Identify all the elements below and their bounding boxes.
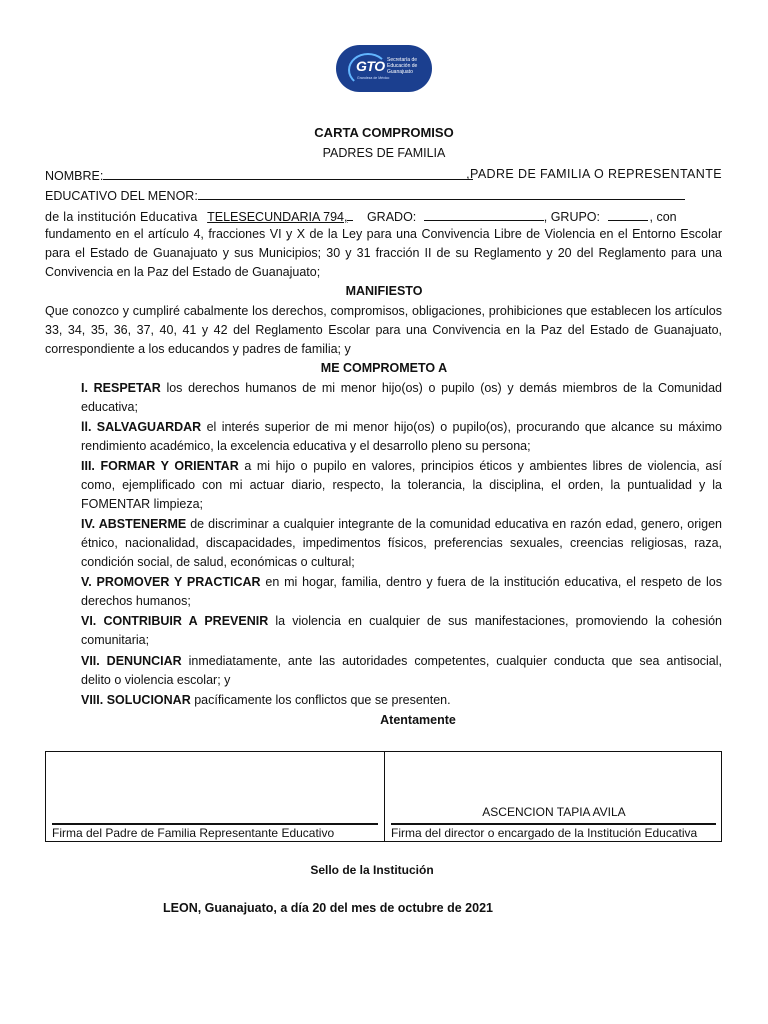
padre-label: ,PADRE DE FAMILIA O REPRESENTANTE — [466, 167, 722, 181]
compromiso-7-line-2: delito o violencia escolar; y — [81, 673, 231, 687]
compromiso-7-line-1 — [81, 654, 722, 668]
sello-label: Sello de la Institución — [310, 863, 434, 877]
grado-blank — [424, 208, 544, 221]
compromiso-3-line-3: FOMENTAR limpieza; — [81, 497, 204, 511]
grupo-blank — [608, 208, 648, 221]
compromiso-3-line-1 — [81, 459, 722, 473]
director-name: ASCENCION TAPIA AVILA — [482, 805, 626, 819]
educativo-label: EDUCATIVO DEL MENOR: — [45, 189, 198, 203]
signature-line-padre — [52, 823, 378, 825]
compromiso-2-bold: ll. SALVAGUARDAR — [81, 420, 202, 434]
compromiso-7-text: inmediatamente, ante las autoridades competentes, cualquier conducta que sea antisocial, — [181, 654, 723, 668]
gto-logo — [336, 45, 432, 92]
nombre-line — [45, 167, 722, 183]
educativo-line — [45, 187, 722, 203]
compromiso-5-line-1 — [81, 575, 722, 589]
compromiso-4-line-2: étnico, nacionalidad, discapacidades, impedimentos físicos, preferencias sexuales, creencias religiosas, raza, — [81, 536, 722, 550]
compromiso-1-line-1 — [81, 381, 722, 395]
compromiso-3-line-2: como, ejemplificado con mi actuar diario, respecto, la tolerancia, la disciplina, el orden, la puntualidad y la — [81, 478, 722, 492]
compromiso-4-bold: IV. ABSTENERME — [81, 517, 187, 531]
institucion-line — [45, 208, 722, 224]
compromiso-2-line-1 — [81, 420, 722, 434]
compromiso-8-line-1 — [81, 693, 722, 707]
signature-divider — [384, 752, 385, 841]
compromiso-6-bold: VI. CONTRIBUIR A PREVENIR — [81, 614, 269, 628]
fundamento-line-3: Convivencia en la Paz del Estado de Guanajuato; — [45, 265, 321, 279]
con-text: , con — [649, 210, 677, 224]
signature-table — [45, 751, 722, 842]
manifiesto-line-3: correspondiente a los educandos y padres de familia; y — [45, 342, 351, 356]
lugar-fecha: LEON, Guanajuato, a día 20 del mes de octubre de 2021 — [163, 901, 493, 915]
document-title: CARTA COMPROMISO — [314, 125, 454, 140]
manifiesto-heading: MANIFIESTO — [345, 284, 423, 298]
firma-padre-label: Firma del Padre de Familia Representante Educativo — [52, 826, 335, 840]
compromiso-6-text: la violencia en cualquier de sus manifestaciones, promoviendo la cohesión — [268, 614, 722, 628]
compromiso-4-text: de discriminar a cualquier integrante de la comunidad educativa en razón edad, genero, origen — [186, 517, 722, 531]
fundamento-line-1: fundamento en el artículo 4, fracciones VI y X de la Ley para una Convivencia Libre de Violencia en el Entorno Escolar — [45, 227, 722, 241]
logo-small-text: Grandeza de México — [357, 76, 390, 80]
compromiso-2-text: el interés superior de mi menor hijo(os) o pupilo(os), procurando que alcance su máximo — [201, 420, 722, 434]
educativo-blank — [198, 187, 685, 200]
atentamente-label: Atentamente — [380, 713, 456, 727]
nombre-label: NOMBRE: — [45, 169, 104, 183]
logo-side-text: Secretaría de Educación de Guanajuato — [387, 57, 418, 75]
institucion-blank — [347, 208, 353, 221]
grupo-label: , GRUPO: — [543, 210, 601, 224]
compromiso-6-line-2: comunitaria; — [81, 633, 150, 647]
compromiso-1-bold: I. RESPETAR — [81, 381, 161, 395]
compromiso-3-bold: III. FORMAR Y ORIENTAR — [81, 459, 239, 473]
compromiso-5-text: en mi hogar, familia, dentro y fuera de la institución educativa, el respeto de los — [260, 575, 722, 589]
compromiso-2-line-2: rendimiento académico, la excelencia educativa y el desarrollo pleno su persona; — [81, 439, 531, 453]
compromiso-8-text: pacíficamente los conflictos que se presenten. — [190, 693, 451, 707]
compromiso-4-line-1 — [81, 517, 722, 531]
manifiesto-line-1: Que conozco y cumpliré cabalmente los derechos, compromisos, obligaciones, prohibiciones que establecen los artículos — [45, 304, 722, 318]
manifiesto-line-2: 33, 34, 35, 36, 37, 40, 41 y 42 del Reglamento Escolar para una Convivencia en la Paz del Estado de Guanajuato, — [45, 323, 722, 337]
compromiso-5-line-2: derechos humanos; — [81, 594, 191, 608]
compromiso-6-line-1 — [81, 614, 722, 628]
compromiso-3-text: a mi hijo o pupilo en valores, principios éticos y ambientes libres de violencia, así — [238, 459, 722, 473]
nombre-blank — [103, 167, 473, 180]
compromiso-8-bold: VIII. SOLUCIONAR — [81, 693, 191, 707]
compromiso-4-line-3: condición social, de salud, económicas o cultural; — [81, 555, 355, 569]
institucion-prefix: de la institución Educativa — [45, 210, 198, 224]
fundamento-line-2: para el Estado de Guanajuato y sus Municipios; 30 y 31 fracción II de su Reglamento y 20 del Reglamento para una — [45, 246, 722, 260]
firma-director-label: Firma del director o encargado de la Institución Educativa — [391, 826, 698, 840]
compromiso-5-bold: V. PROMOVER Y PRACTICAR — [81, 575, 261, 589]
logo-main-text: GTO — [356, 58, 385, 74]
institucion-value: TELESECUNDARIA 794, — [207, 210, 348, 224]
compromiso-1-text: los derechos humanos de mi menor hijo(os) o pupilo (os) y demás miembros de la Comunidad — [160, 381, 722, 395]
compromiso-1-line-2: educativa; — [81, 400, 138, 414]
compromiso-7-bold: VII. DENUNCIAR — [81, 654, 182, 668]
signature-line-director — [391, 823, 716, 825]
compromisos-heading: ME COMPROMETO A — [320, 361, 448, 375]
document-subtitle: PADRES DE FAMILIA — [322, 146, 446, 160]
grado-label: GRADO: — [366, 210, 417, 224]
